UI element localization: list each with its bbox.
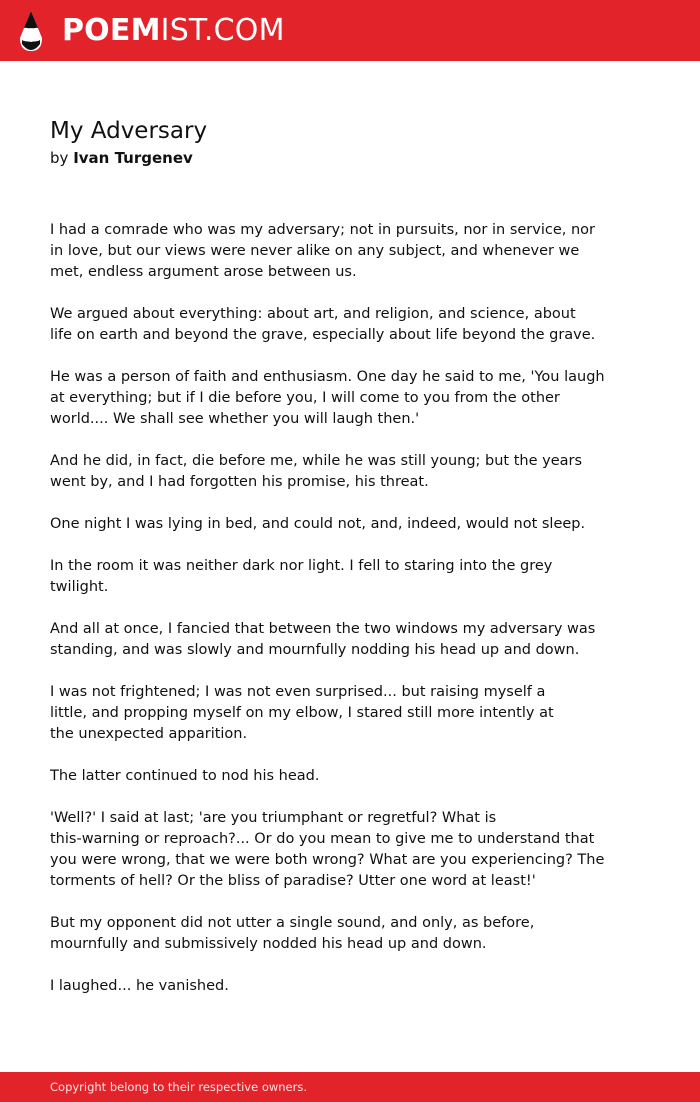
- logo-wordmark: [62, 10, 285, 52]
- poem-line: I laughed... he vanished.: [50, 978, 229, 994]
- poem-stanza: [50, 976, 590, 997]
- poem-line: We argued about everything: about art, and religion, and science, about: [50, 306, 576, 322]
- poem-stanza: [50, 304, 596, 346]
- poem-line: met, endless argument arose between us.: [50, 264, 357, 280]
- poem-line: And all at once, I fancied that between the two windows my adversary was: [50, 621, 596, 637]
- site-footer: [0, 1072, 700, 1102]
- poem-line: 'Well?' I said at last; 'are you triumphant or regretful? What is: [50, 810, 497, 826]
- site-logo[interactable]: [18, 10, 285, 52]
- site-header: [0, 0, 700, 61]
- poem-line: In the room it was neither dark nor light. I fell to staring into the grey: [50, 558, 553, 574]
- pencil-tip-icon: [18, 10, 44, 52]
- poem-line: torments of hell? Or the bliss of paradise? Utter one word at least!': [50, 873, 536, 889]
- poem-line: But my opponent did not utter a single sound, and only, as before,: [50, 915, 535, 931]
- poem-line: world.... We shall see whether you will laugh then.': [50, 411, 420, 427]
- poem-stanza: [50, 766, 590, 787]
- poem-line: mournfully and submissively nodded his head up and down.: [50, 936, 487, 952]
- poem-line: life on earth and beyond the grave, especially about life beyond the grave.: [50, 327, 596, 343]
- poem-content: [50, 114, 605, 1018]
- poem-line: at everything; but if I die before you, I will come to you from the other: [50, 390, 560, 406]
- poem-line: you were wrong, that we were both wrong? What are you experiencing? The: [50, 852, 605, 868]
- poem-line: And he did, in fact, die before me, while he was still young; but the years: [50, 453, 583, 469]
- poem-stanza: [50, 682, 590, 745]
- poem-line: I had a comrade who was my adversary; not in pursuits, nor in service, nor: [50, 222, 596, 238]
- poem-byline: [50, 148, 590, 169]
- poem-line: the unexpected apparition.: [50, 726, 248, 742]
- poem-body: [50, 220, 605, 997]
- poem-stanza: [50, 808, 605, 892]
- poem-stanza: [50, 619, 596, 661]
- poem-stanza: [50, 556, 590, 598]
- byline-prefix: by: [50, 149, 69, 167]
- author-name: Ivan Turgenev: [73, 149, 193, 167]
- poem-line: this-warning or reproach?... Or do you mean to give me to understand that: [50, 831, 595, 847]
- logo-wordmark-light: IST.COM: [160, 13, 285, 48]
- poem-line: went by, and I had forgotten his promise, his threat.: [50, 474, 429, 490]
- poem-line: The latter continued to nod his head.: [50, 768, 320, 784]
- poem-line: I was not frightened; I was not even surprised... but raising myself a: [50, 684, 546, 700]
- poem-line: One night I was lying in bed, and could not, and, indeed, would not sleep.: [50, 516, 586, 532]
- poem-line: in love, but our views were never alike on any subject, and whenever we: [50, 243, 580, 259]
- poem-line: He was a person of faith and enthusiasm. One day he said to me, 'You laugh: [50, 369, 605, 385]
- poem-stanza: [50, 220, 596, 283]
- poem-line: twilight.: [50, 579, 109, 595]
- poem-stanza: [50, 913, 590, 955]
- poem-title: My Adversary: [50, 118, 208, 144]
- poem-line: standing, and was slowly and mournfully nodding his head up and down.: [50, 642, 580, 658]
- poem-line: little, and propping myself on my elbow, I stared still more intently at: [50, 705, 554, 721]
- copyright-notice: Copyright belong to their respective owners.: [50, 1080, 308, 1094]
- poem-stanza: [50, 367, 605, 430]
- logo-wordmark-strong: POEM: [62, 13, 161, 48]
- poem-stanza: [50, 451, 590, 493]
- poem-stanza: [50, 514, 590, 535]
